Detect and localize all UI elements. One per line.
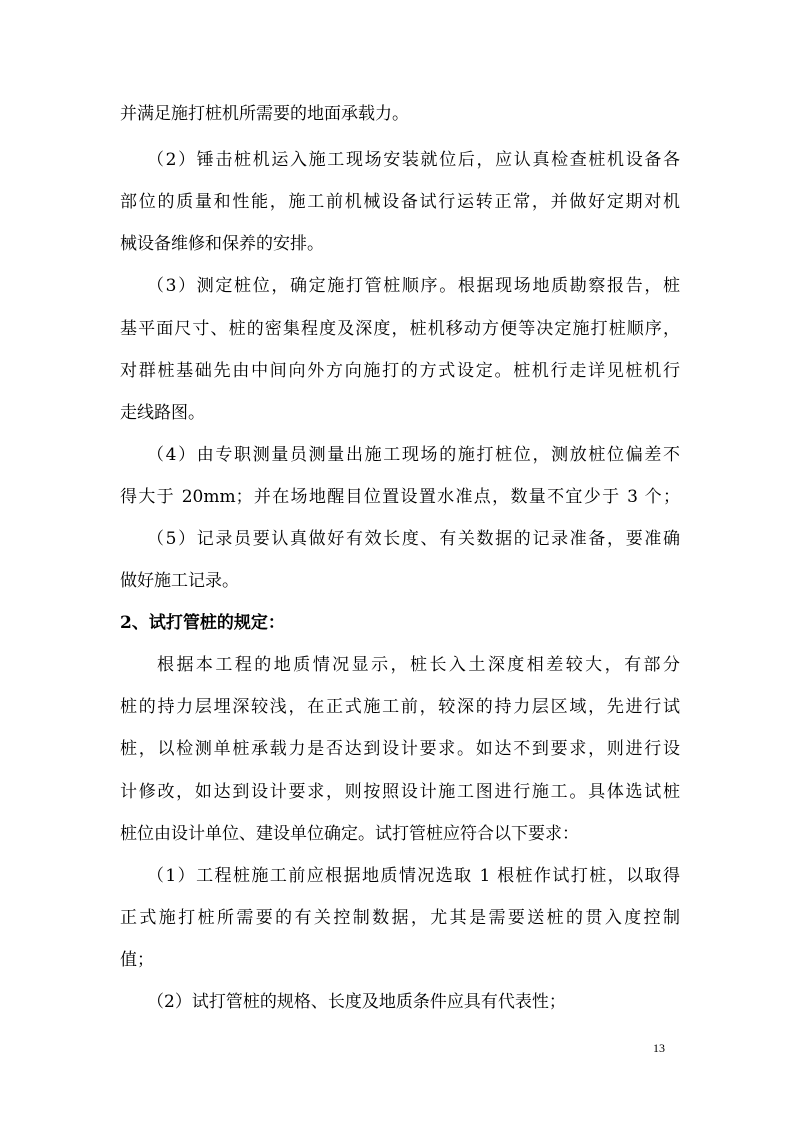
text-line-11: （5）记录员要认真做好有效长度、有关数据的记录准备，要准确 — [147, 529, 680, 549]
section-heading: 2、试打管桩的规定： — [120, 613, 285, 633]
text-line-21: 值； — [120, 950, 154, 970]
text-line-22: （2）试打管桩的规格、长度及地质条件应具有代表性； — [147, 992, 566, 1012]
text-line-10: 得大于 20mm；并在场地醒目位置设置水准点，数量不宜少于 3 个； — [120, 487, 680, 507]
text-line-3: 部位的质量和性能，施工前机械设备试行运转正常，并做好定期对机 — [120, 192, 680, 212]
text-line-1: 并满足施打桩机所需要的地面承载力。 — [120, 104, 409, 124]
text-line-19: （1）工程桩施工前应根据地质情况选取 1 根桩作试打桩，以取得 — [147, 866, 680, 886]
text-line-15: 桩的持力层埋深较浅，在正式施工前，较深的持力层区域，先进行试 — [120, 697, 680, 717]
text-line-20: 正式施打桩所需要的有关控制数据，尤其是需要送桩的贯入度控制 — [120, 908, 680, 928]
text-line-9: （4）由专职测量员测量出施工现场的施打桩位，测放桩位偏差不 — [147, 445, 680, 465]
text-line-4: 械设备维修和保养的安排。 — [120, 234, 324, 254]
text-line-14: 根据本工程的地质情况显示，桩长入土深度相差较大，有部分 — [157, 655, 680, 675]
text-line-7: 对群桩基础先由中间向外方向施打的方式设定。桩机行走详见桩机行 — [120, 361, 680, 381]
text-line-2: （2）锤击桩机运入施工现场安装就位后，应认真检查桩机设备各 — [147, 150, 680, 170]
text-line-17: 计修改，如达到设计要求，则按照设计施工图进行施工。具体选试桩 — [120, 782, 680, 802]
text-line-8: 走线路图。 — [120, 403, 205, 423]
text-line-12: 做好施工记录。 — [120, 571, 239, 591]
text-line-5: （3）测定桩位，确定施打管桩顺序。根据现场地质勘察报告，桩 — [147, 276, 680, 296]
page-number: 13 — [653, 1041, 665, 1055]
text-line-18: 桩位由设计单位、建设单位确定。试打管桩应符合以下要求： — [120, 824, 579, 844]
text-line-16: 桩，以检测单桩承载力是否达到设计要求。如达不到要求，则进行设 — [120, 739, 680, 759]
text-line-6: 基平面尺寸、桩的密集程度及深度，桩机移动方便等决定施打桩顺序， — [120, 319, 680, 339]
